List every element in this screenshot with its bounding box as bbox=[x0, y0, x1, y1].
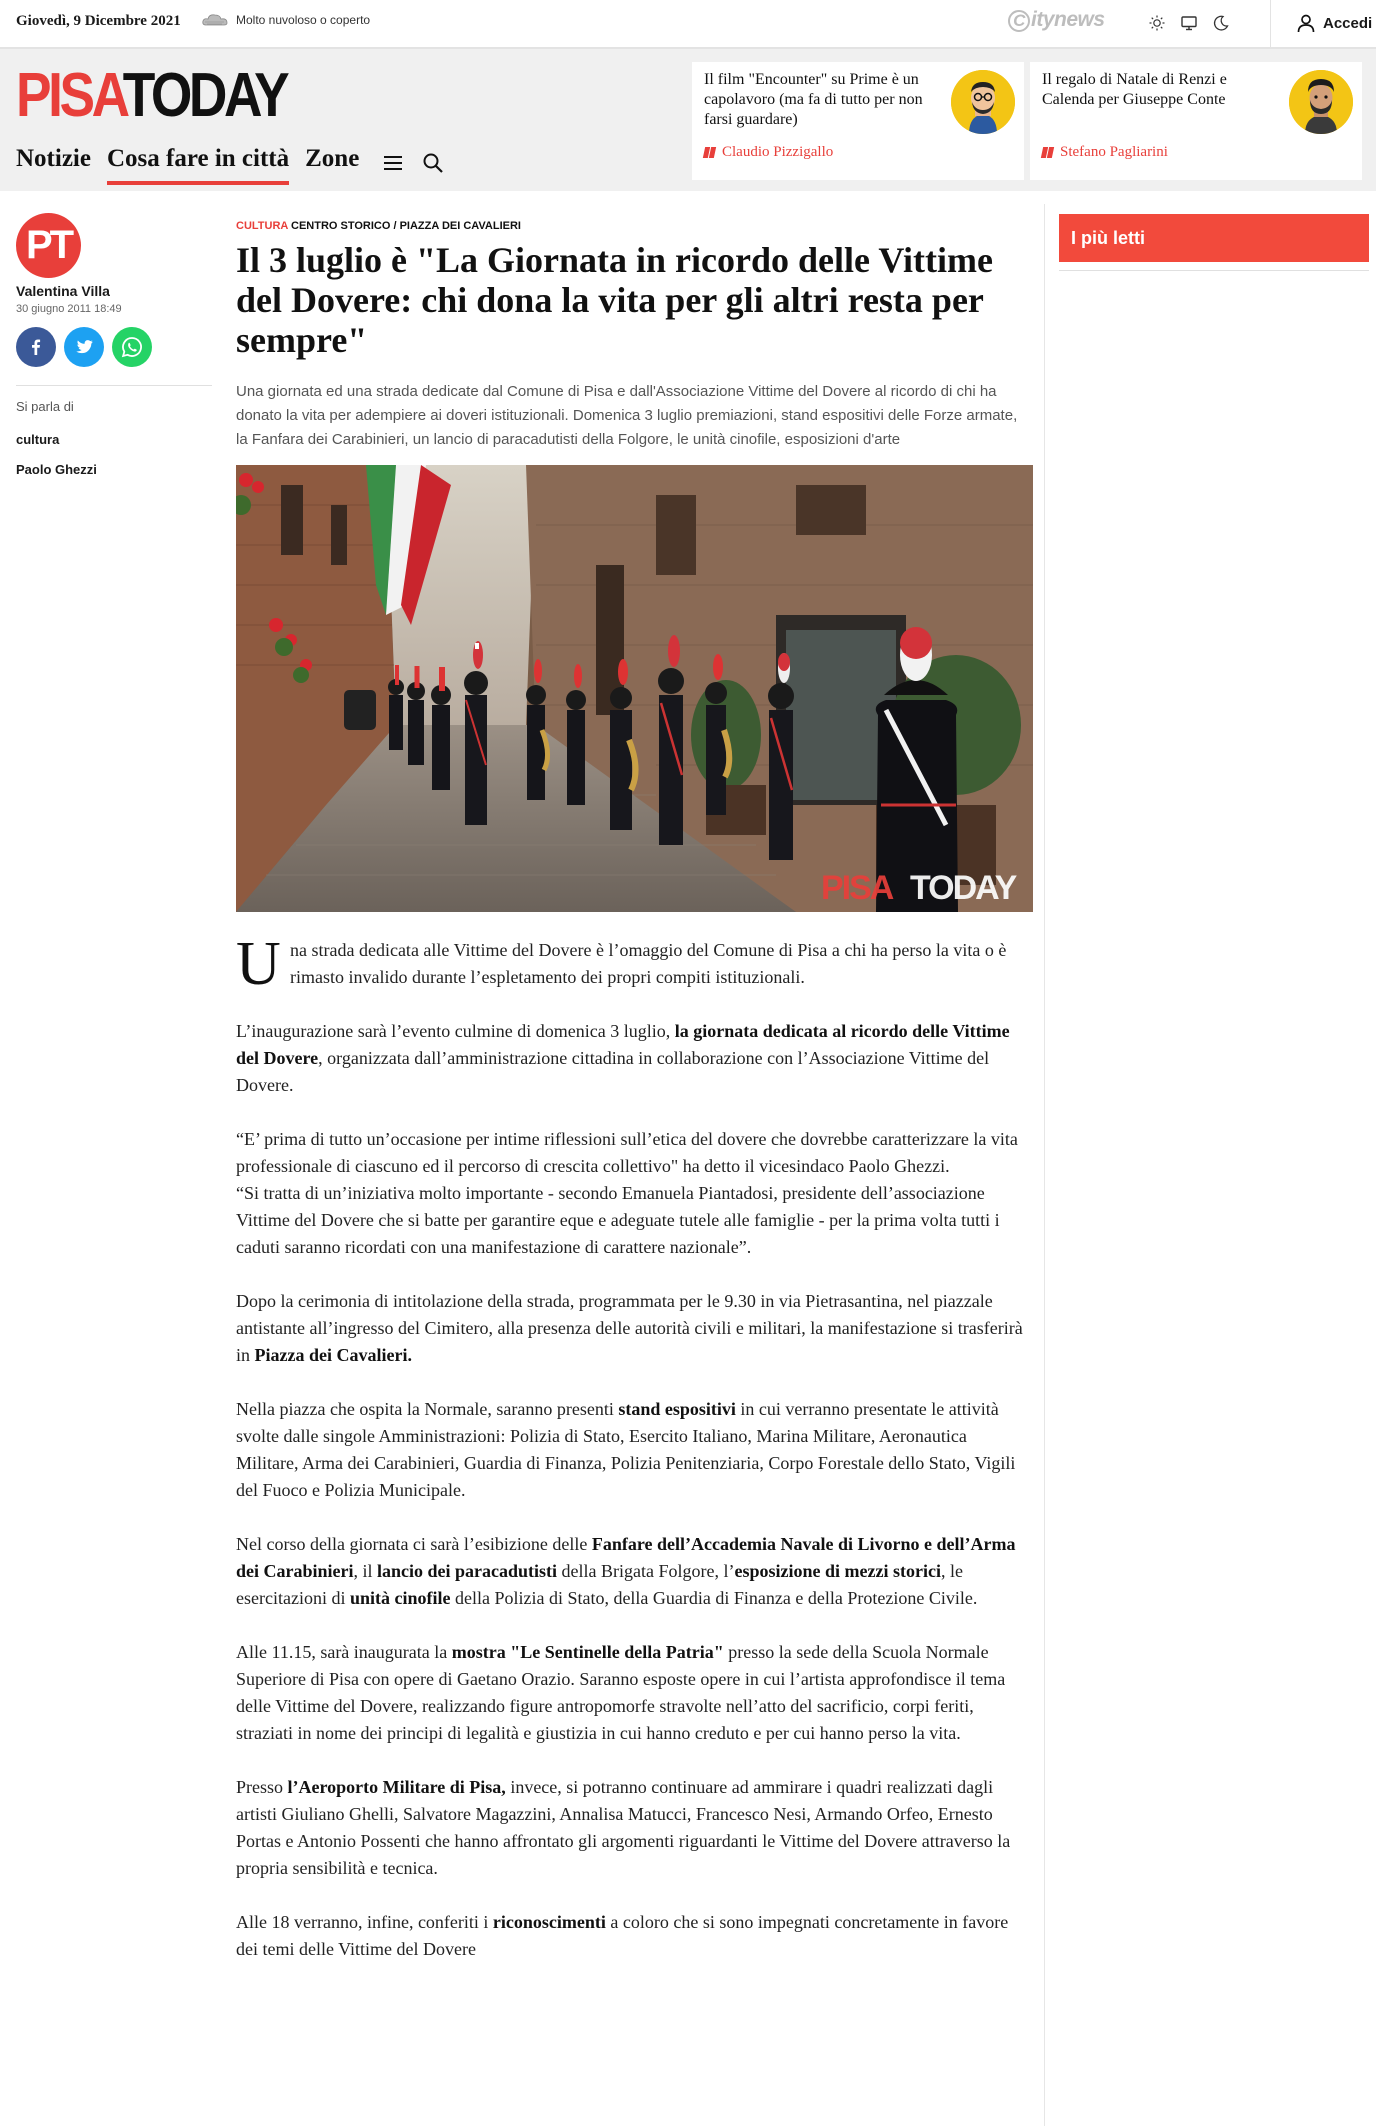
opinion-author[interactable]: Stefano Pagliarini bbox=[1042, 144, 1168, 161]
citynews-logo[interactable]: C itynews bbox=[1008, 8, 1105, 32]
tag-link[interactable]: Paolo Ghezzi bbox=[16, 462, 97, 477]
article bbox=[236, 220, 1033, 1990]
related-label: Si parla di bbox=[16, 399, 74, 414]
opinion-author[interactable]: Claudio Pizzigallo bbox=[704, 144, 833, 161]
tag-link[interactable]: cultura bbox=[16, 432, 60, 447]
breadcrumb bbox=[236, 220, 1033, 232]
sun-icon[interactable] bbox=[1148, 14, 1166, 32]
opinion-card[interactable] bbox=[1030, 62, 1362, 180]
weather-text: Molto nuvoloso o coperto bbox=[236, 13, 371, 27]
author-name[interactable]: Valentina Villa bbox=[16, 283, 110, 299]
moon-icon[interactable] bbox=[1212, 14, 1230, 32]
avatar bbox=[1289, 70, 1353, 134]
nav-cosa-fare[interactable]: Cosa fare in città bbox=[107, 145, 289, 185]
right-sidebar bbox=[1044, 204, 1376, 2126]
facebook-icon[interactable] bbox=[16, 327, 56, 367]
nav-notizie[interactable]: Notizie bbox=[16, 145, 91, 172]
photo-watermark: TODAY bbox=[910, 869, 1016, 907]
author-box bbox=[16, 213, 212, 477]
paragraph: U na strada dedicata alle Vittime del Dovere è l’omaggio del Comune di Pisa a chi ha perso la vita o è rimasto invalido durante l’espletamento dei propri compiti istituzionali. bbox=[236, 930, 1007, 998]
whatsapp-icon[interactable] bbox=[112, 327, 152, 367]
share-buttons bbox=[16, 327, 212, 367]
location-link[interactable]: CENTRO STORICO / PIAZZA DEI CAVALIERI bbox=[291, 220, 521, 232]
login-button[interactable] bbox=[1296, 13, 1372, 33]
article-photo[interactable] bbox=[236, 465, 1033, 912]
photo-watermark: PISA bbox=[821, 869, 893, 907]
cloud-icon bbox=[202, 13, 228, 27]
twitter-icon[interactable] bbox=[64, 327, 104, 367]
article-title: Il 3 luglio è "La Giornata in ricordo delle Vittime del Dovere: chi dona la vita per gli altri resta per sempre" bbox=[236, 240, 993, 360]
opinion-title: Il regalo di Natale di Renzi e Calenda per Giuseppe Conte bbox=[1042, 71, 1227, 108]
paragraph: Nella piazza che ospita la Normale, saranno presenti stand espositivi in cui verranno presentate le attività svolte dalle singole Amministrazioni: Polizia di Stato, Esercito Italiano, Marina Militare, Aeronautica Militare, Arma dei Carabinieri, Guardia di Finanza, Polizia Penitenziaria, Corpo Forestale dello Stato, Vigili del Fuoco e Polizia Municipale. bbox=[236, 1399, 1016, 1500]
paragraph: Nel corso della giornata ci sarà l’esibizione delle Fanfare dell’Accademia Navale di Livorno e dell’Arma dei Carabinieri, il lancio dei paracadutisti della Brigata Folgore, l’esposizione di mezzi storici, le esercitazioni di unità cinofile della Polizia di Stato, della Guardia di Finanza e della Protezione Civile. bbox=[236, 1534, 1016, 1608]
user-icon bbox=[1296, 13, 1316, 33]
most-read-header: I più letti bbox=[1059, 214, 1369, 262]
site-logo[interactable]: PISATODAY bbox=[16, 61, 287, 130]
paragraph: “Si tratta di un’iniziativa molto importante - secondo Emanuela Piantadosi, presidente dell’associazione Vittime del Dovere che si batte per garantire eque e adeguate tutele alle famiglie - per la prima volta tutti i caduti saranno ricordati con una manifestazione di carattere nazionale”. bbox=[236, 1183, 1000, 1257]
divider bbox=[1270, 0, 1271, 48]
site-header bbox=[0, 49, 1376, 191]
divider bbox=[16, 385, 212, 386]
main-navigation bbox=[16, 145, 445, 185]
author-mark-icon bbox=[704, 147, 718, 158]
article-body bbox=[236, 930, 1033, 1963]
search-icon[interactable] bbox=[421, 151, 445, 175]
drop-cap: U bbox=[236, 930, 281, 998]
paragraph: “E’ prima di tutto un’occasione per intime riflessioni sull’etica del dovere che dovrebbe caratterizzare la vita professionale di ciascuno ed il percorso di crescita collettivo" ha detto il vicesindaco Paolo Ghezzi. bbox=[236, 1129, 1018, 1176]
paragraph: Alle 18 verranno, infine, conferiti i riconoscimenti a coloro che si sono impegnati concretamente in favore dei temi delle Vittime del Dovere bbox=[236, 1912, 1009, 1959]
monitor-icon[interactable] bbox=[1180, 14, 1198, 32]
current-date: Giovedì, 9 Dicembre 2021 bbox=[16, 13, 181, 29]
paragraph: L’inaugurazione sarà l’evento culmine di domenica 3 luglio, la giornata dedicata al ricordo delle Vittime del Dovere, organizzata dall’amministrazione cittadina in collaborazione con l’Associazione Vittime del Dovere. bbox=[236, 1021, 1010, 1095]
menu-icon[interactable] bbox=[381, 151, 405, 175]
paragraph: Dopo la cerimonia di intitolazione della strada, programmata per le 9.30 in via Pietrasantina, nel piazzale antistante all’ingresso del Cimitero, alla presenza delle autorità civili e militari, la manifestazione si trasferirà in Piazza dei Cavalieri. bbox=[236, 1291, 1023, 1365]
theme-switcher bbox=[1148, 14, 1230, 32]
opinion-title: Il film "Encounter" su Prime è un capolavoro (ma fa di tutto per non farsi guardare) bbox=[704, 71, 923, 128]
article-summary: Una giornata ed una strada dedicate dal Comune di Pisa e dall'Associazione Vittime del Dovere al ricordo di chi ha donato la vita per adempiere ai doveri istituzionali. Domenica 3 luglio premiazioni, stand espositivi delle Forze armate, la Fanfara dei Carabinieri, un lancio di paracadutisti della Folgore, le unità cinofile, esposizioni d'arte bbox=[236, 383, 1018, 448]
opinion-card[interactable] bbox=[692, 62, 1024, 180]
login-label: Accedi bbox=[1323, 14, 1373, 32]
utility-bar bbox=[0, 0, 1376, 49]
paragraph: Presso l’Aeroporto Militare di Pisa, invece, si potranno continuare ad ammirare i quadri realizzati dagli artisti Giuliano Ghelli, Salvatore Magazzini, Annalisa Matucci, Francesco Nesi, Armando Orfeo, Ernesto Portas e Antonio Possenti che hanno affrontato gli argomenti riguardanti le Vittime del Dovere attraverso la propria sensibilità e tecnica. bbox=[236, 1777, 1011, 1878]
paragraph: Alle 11.15, sarà inaugurata la mostra "Le Sentinelle della Patria" presso la sede della Scuola Normale Superiore di Pisa con opere di Gaetano Orazio. Saranno esposte opere in cui l’artista approfondisce il tema delle Vittime del Dovere, realizzando figure antropomorfe stravolte nell’atto del sacrificio, corpi feriti, straziati in nome dei principi di legalità e giustizia in cui hanno creduto e per cui hanno perso la vita. bbox=[236, 1642, 1006, 1743]
publish-date: 30 giugno 2011 18:49 bbox=[16, 303, 122, 315]
nav-zone[interactable]: Zone bbox=[305, 145, 360, 172]
weather-widget bbox=[202, 13, 370, 27]
avatar bbox=[951, 70, 1015, 134]
category-link[interactable]: CULTURA bbox=[236, 220, 288, 232]
author-mark-icon bbox=[1042, 147, 1056, 158]
avatar[interactable]: PT bbox=[16, 213, 81, 278]
divider bbox=[1059, 270, 1369, 271]
